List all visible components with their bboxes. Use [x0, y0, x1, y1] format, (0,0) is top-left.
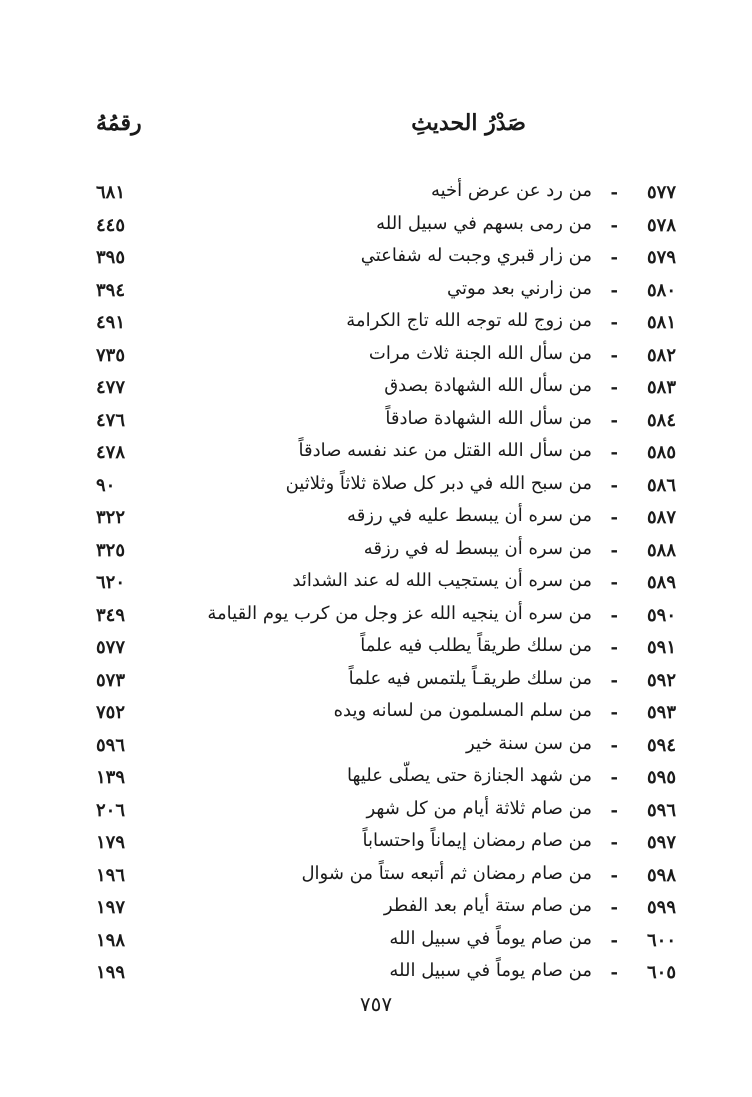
list-item [96, 211, 676, 244]
entry-ref-number: ١٩٨ [96, 929, 126, 951]
entry-ref-number: ١٣٩ [96, 767, 126, 788]
entry-text: من سأل الله الشهادة صادقاً [385, 407, 592, 429]
entry-dash: - [610, 864, 618, 886]
entry-dash: - [610, 897, 618, 918]
entry-text: من سن سنة خير [466, 732, 592, 754]
entry-index: ٥٩٦ [646, 799, 676, 821]
entry-index: ٥٩٨ [646, 864, 676, 886]
list-item [96, 406, 676, 439]
list-item [96, 503, 676, 536]
entry-text: من صام يوماً في سبيل الله [389, 927, 592, 949]
entry-text: من شهد الجنازة حتى يصلّى عليها [347, 765, 592, 786]
entry-text: من زار قبري وجبت له شفاعتي [360, 245, 592, 266]
entry-index: ٥٨٧ [646, 507, 676, 528]
entry-dash: - [610, 377, 618, 398]
entry-index: ٥٨١ [646, 312, 676, 333]
entry-dash: - [610, 312, 618, 333]
entry-ref-number: ٤٩١ [96, 312, 126, 333]
entry-text: من سأل الله الجنة ثلاث مرات [368, 342, 592, 364]
entry-index: ٥٩٥ [646, 767, 676, 788]
list-item [96, 373, 676, 406]
entry-dash: - [610, 799, 618, 821]
entry-ref-number: ٤٧٨ [96, 442, 126, 463]
entry-dash: - [610, 572, 618, 593]
entry-index: ٥٨٣ [646, 377, 676, 398]
entry-dash: - [610, 182, 618, 203]
entry-text: من سلم المسلمون من لسانه ويده [333, 700, 592, 721]
entry-text: من سره أن يستجيب الله له عند الشدائد [292, 570, 592, 591]
entry-index: ٥٧٨ [646, 214, 676, 236]
header-number-label: رقمُهُ [96, 110, 142, 136]
entry-index: ٥٩٩ [646, 897, 676, 918]
entry-index: ٥٨٢ [646, 344, 676, 366]
list-item [96, 731, 676, 764]
entry-ref-number: ٥٩٦ [96, 734, 126, 756]
entry-text: من صام رمضان ثم أتبعه ستاً من شوال [301, 862, 592, 884]
list-item [96, 958, 676, 991]
entry-index: ٦٠٥ [646, 962, 676, 983]
list-item [96, 471, 676, 504]
entry-text: من زارني بعد موتي [446, 277, 592, 299]
list-item [96, 633, 676, 666]
entry-text: من سلك طريقـاً يلتمس فيه علماً [348, 667, 592, 689]
entry-ref-number: ٩٠ [96, 474, 116, 496]
entry-dash: - [610, 962, 618, 983]
entry-ref-number: ٤٤٥ [96, 214, 126, 236]
list-item [96, 438, 676, 471]
entry-dash: - [610, 279, 618, 301]
entry-dash: - [610, 929, 618, 951]
entry-ref-number: ٧٣٥ [96, 344, 126, 366]
entry-ref-number: ٥٧٣ [96, 669, 126, 691]
entry-dash: - [610, 604, 618, 626]
list-item [96, 666, 676, 699]
list-item [96, 308, 676, 341]
table-header [96, 110, 526, 150]
list-item [96, 568, 676, 601]
entry-index: ٥٨٦ [646, 474, 676, 496]
entry-dash: - [610, 409, 618, 431]
list-item [96, 341, 676, 374]
entry-index: ٥٩٠ [646, 604, 676, 626]
entry-text: من سره أن يبسط عليه في رزقه [347, 505, 592, 526]
entry-ref-number: ٤٧٦ [96, 409, 126, 431]
entry-text: من زوج لله توجه الله تاج الكرامة [346, 310, 592, 331]
entry-index: ٥٨٥ [646, 442, 676, 463]
entry-dash: - [610, 734, 618, 756]
list-item [96, 763, 676, 796]
list-item [96, 796, 676, 829]
entry-text: من صام رمضان إيماناً واحتساباً [362, 830, 592, 851]
entry-dash: - [610, 507, 618, 528]
list-item [96, 926, 676, 959]
entry-text: من صام يوماً في سبيل الله [389, 960, 592, 981]
entry-ref-number: ٦٢٠ [96, 572, 126, 593]
header-title: صَدْرُ الحديثِ [411, 110, 526, 136]
entry-dash: - [610, 702, 618, 723]
page-number: ٧٥٧ [359, 992, 393, 1016]
entry-index: ٥٩١ [646, 637, 676, 658]
entry-index: ٥٨٨ [646, 539, 676, 561]
entry-dash: - [610, 539, 618, 561]
entry-dash: - [610, 637, 618, 658]
entry-ref-number: ٣٤٩ [96, 604, 126, 626]
entry-index: ٥٧٩ [646, 247, 676, 268]
entry-ref-number: ٢٠٦ [96, 799, 126, 821]
entry-index: ٥٩٧ [646, 832, 676, 853]
list-item [96, 276, 676, 309]
entry-ref-number: ٣٢٢ [96, 507, 126, 528]
entry-text: من صام ثلاثة أيام من كل شهر [366, 797, 592, 819]
entry-ref-number: ٣٩٤ [96, 279, 126, 301]
list-item [96, 861, 676, 894]
entry-ref-number: ٥٧٧ [96, 637, 126, 658]
list-item [96, 828, 676, 861]
entry-index: ٥٨٠ [646, 279, 676, 301]
list-item [96, 601, 676, 634]
entry-text: من رد عن عرض أخيه [430, 180, 592, 201]
entry-text: من سأل الله القتل من عند نفسه صادقاً [298, 440, 592, 461]
entry-text: من سأل الله الشهادة بصدق [384, 375, 592, 396]
entry-text: من سره أن يبسط له في رزقه [363, 537, 592, 559]
entry-dash: - [610, 247, 618, 268]
entry-text: من رمى بسهم في سبيل الله [376, 212, 592, 234]
entry-ref-number: ٤٧٧ [96, 377, 126, 398]
entry-dash: - [610, 344, 618, 366]
list-item [96, 536, 676, 569]
entry-text: من سلك طريقاً يطلب فيه علماً [360, 635, 592, 656]
entry-ref-number: ١٩٧ [96, 897, 126, 918]
entry-index: ٥٩٢ [646, 669, 676, 691]
entry-index: ٥٩٤ [646, 734, 676, 756]
entry-index: ٥٨٩ [646, 572, 676, 593]
entry-text: من سبح الله في دبر كل صلاة ثلاثاً وثلاثين [285, 472, 592, 494]
entry-ref-number: ٧٥٢ [96, 702, 126, 723]
entry-index: ٥٧٧ [646, 182, 676, 203]
list-item [96, 178, 676, 211]
entry-ref-number: ١٩٦ [96, 864, 126, 886]
entry-ref-number: ٣٢٥ [96, 539, 126, 561]
entry-index: ٥٨٤ [646, 409, 676, 431]
entry-text: من سره أن ينجيه الله عز وجل من كرب يوم القيامة [207, 602, 592, 624]
entry-dash: - [610, 669, 618, 691]
list-item [96, 243, 676, 276]
entry-index: ٦٠٠ [646, 929, 676, 951]
entry-list [96, 178, 676, 991]
entry-dash: - [610, 767, 618, 788]
entry-ref-number: ١٧٩ [96, 832, 126, 853]
list-item [96, 698, 676, 731]
entry-dash: - [610, 442, 618, 463]
entry-ref-number: ٦٨١ [96, 182, 126, 203]
entry-index: ٥٩٣ [646, 702, 676, 723]
entry-dash: - [610, 832, 618, 853]
entry-dash: - [610, 214, 618, 236]
entry-text: من صام ستة أيام بعد الفطر [383, 895, 592, 916]
list-item [96, 893, 676, 926]
entry-ref-number: ٣٩٥ [96, 247, 126, 268]
entry-dash: - [610, 474, 618, 496]
entry-ref-number: ١٩٩ [96, 962, 126, 983]
